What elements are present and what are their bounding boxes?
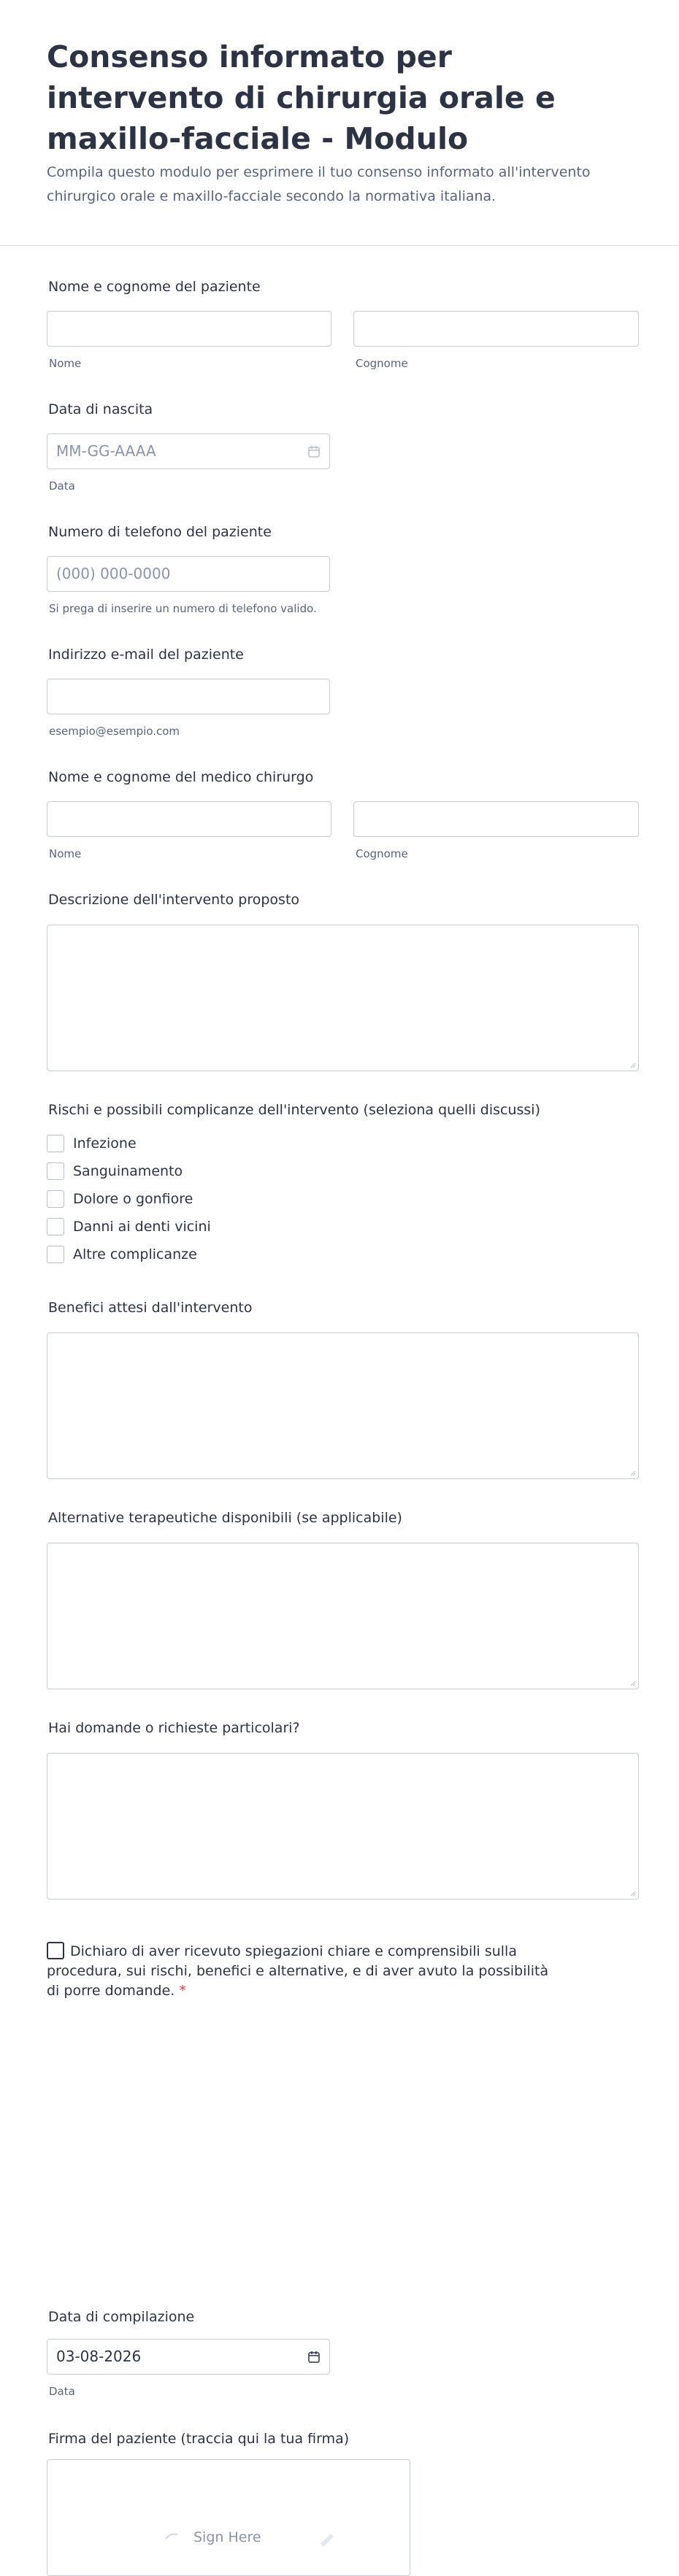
pen-stroke-icon (164, 2531, 179, 2540)
email-sublabel: esempio@esempio.com (49, 725, 180, 738)
calendar-icon[interactable] (307, 445, 321, 458)
questions-label: Hai domande o richieste particolari? (48, 1720, 300, 1736)
risk-option-sanguinamento[interactable] (47, 1162, 183, 1180)
risk-option-infezione[interactable] (47, 1135, 137, 1152)
calendar-icon[interactable] (307, 2351, 321, 2364)
phone-placeholder: (000) 000-0000 (56, 565, 171, 582)
procedure-textarea[interactable] (47, 925, 639, 1071)
fill-date-label: Data di compilazione (48, 2309, 195, 2325)
signature-label: Firma del paziente (traccia qui la tua firma) (48, 2431, 350, 2447)
checkbox[interactable] (47, 1135, 64, 1152)
declaration-checkbox[interactable] (47, 1942, 64, 1959)
fill-date-sublabel: Data (49, 2385, 75, 2398)
phone-label: Numero di telefono del paziente (48, 524, 272, 540)
form-header (0, 0, 679, 246)
phone-input[interactable] (47, 556, 330, 592)
email-label: Indirizzo e-mail del paziente (48, 647, 244, 663)
resize-grip-icon[interactable] (629, 1061, 636, 1068)
resize-grip-icon[interactable] (629, 1889, 636, 1897)
procedure-label: Descrizione dell'intervento proposto (48, 892, 300, 908)
signature-placeholder: Sign Here (193, 2529, 261, 2545)
birth-date-sublabel: Data (49, 479, 75, 493)
signature-pad[interactable] (47, 2459, 410, 2576)
surgeon-first-name-sublabel: Nome (49, 847, 82, 860)
risk-option-label: Dolore o gonfiore (73, 1191, 193, 1207)
fill-date-input[interactable] (47, 2339, 330, 2375)
risk-option-danni[interactable] (47, 1218, 211, 1235)
risk-option-label: Altre complicanze (73, 1246, 197, 1262)
page-title: Consenso informato per intervento di chirurgia orale e maxillo-facciale - Modulo (47, 39, 556, 156)
phone-sublabel: Si prega di inserire un numero di telefono valido. (49, 602, 317, 615)
birth-date-input[interactable] (47, 433, 330, 469)
surgeon-first-name-input[interactable] (47, 801, 331, 837)
surgeon-last-name-input[interactable] (353, 801, 639, 837)
risk-option-label: Danni ai denti vicini (73, 1219, 211, 1235)
birth-date-placeholder: MM-GG-AAAA (56, 442, 156, 460)
email-input[interactable] (47, 679, 330, 714)
surgeon-name-label: Nome e cognome del medico chirurgo (48, 769, 314, 785)
benefits-textarea[interactable] (47, 1333, 639, 1479)
patient-name-label: Nome e cognome del paziente (48, 279, 261, 295)
risk-option-label: Sanguinamento (73, 1163, 183, 1179)
alternatives-textarea[interactable] (47, 1543, 639, 1689)
fill-date-value: 03-08-2026 (56, 2348, 142, 2365)
birth-date-label: Data di nascita (48, 401, 153, 417)
required-mark: * (179, 1983, 186, 1999)
declaration-text: Dichiaro di aver ricevuto spiegazioni chiare e comprensibili sulla procedura, sui rischi, benefici e alternative, e di aver avuto la possibilità di porre domande. (47, 1943, 549, 1999)
page-description: Compila questo modulo per esprimere il tuo consenso informato all'intervento chirurgico orale e maxillo-facciale secondo la normativa italiana. (47, 164, 591, 204)
risk-option-altre[interactable] (47, 1246, 197, 1263)
patient-last-name-sublabel: Cognome (356, 357, 408, 370)
declaration-consent[interactable] (47, 1942, 558, 2001)
resize-grip-icon[interactable] (629, 1679, 636, 1686)
patient-first-name-input[interactable] (47, 311, 331, 347)
risks-label: Rischi e possibili complicanze dell'intervento (seleziona quelli discussi) (48, 1102, 540, 1118)
alternatives-label: Alternative terapeutiche disponibili (se applicabile) (48, 1510, 402, 1526)
checkbox[interactable] (47, 1162, 64, 1180)
checkbox[interactable] (47, 1190, 64, 1208)
risk-option-dolore[interactable] (47, 1190, 193, 1208)
surgeon-last-name-sublabel: Cognome (356, 847, 408, 860)
checkbox[interactable] (47, 1218, 64, 1235)
questions-textarea[interactable] (47, 1753, 639, 1900)
patient-last-name-input[interactable] (353, 311, 639, 347)
risk-option-label: Infezione (73, 1135, 137, 1152)
benefits-label: Benefici attesi dall'intervento (48, 1300, 253, 1316)
patient-first-name-sublabel: Nome (49, 357, 82, 370)
resize-grip-icon[interactable] (629, 1469, 636, 1476)
checkbox[interactable] (47, 1246, 64, 1263)
